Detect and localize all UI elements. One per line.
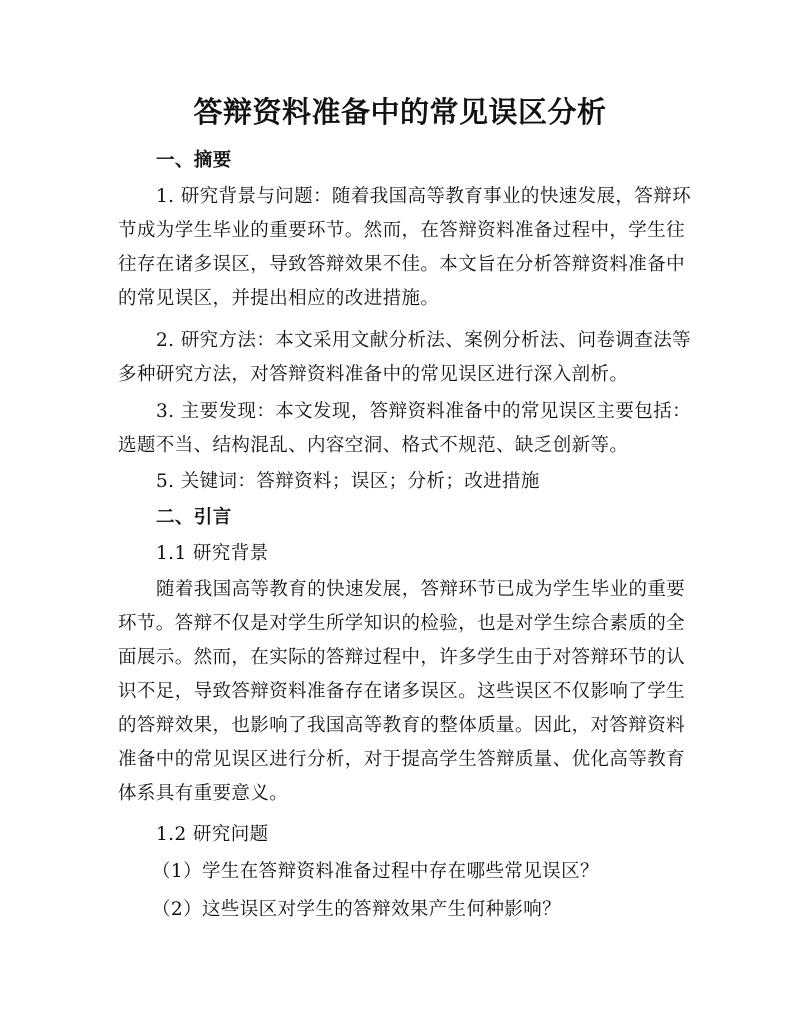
document-title: 答辩资料准备中的常见误区分析	[193, 95, 607, 129]
subsection-heading-1-2: 1.2 研究问题	[156, 824, 269, 845]
section-heading-abstract: 一、摘要	[156, 150, 232, 171]
background-paragraph-line-1: 随着我国高等教育的快速发展，答辩环节已成为学生毕业的重要	[156, 579, 686, 600]
background-paragraph-line-5: 的答辩效果，也影响了我国高等教育的整体质量。因此，对答辩资料	[118, 715, 686, 736]
abstract-item-1-line-4: 的常见误区，并提出相应的改进措施。	[118, 288, 440, 309]
background-paragraph-line-3: 面展示。然而，在实际的答辩过程中，许多学生由于对答辩环节的认	[118, 647, 686, 668]
background-paragraph-line-6: 准备中的常见误区进行分析，对于提高学生答辩质量、优化高等教育	[118, 749, 686, 770]
abstract-item-1-line-2: 节成为学生毕业的重要环节。然而，在答辩资料准备过程中，学生往	[118, 220, 686, 241]
background-paragraph-line-7: 体系具有重要意义。	[118, 783, 289, 804]
research-question-2: （2）这些误区对学生的答辩效果产生何种影响？	[152, 899, 562, 920]
research-question-1: （1）学生在答辩资料准备过程中存在哪些常见误区？	[152, 861, 599, 882]
abstract-item-2-line-2: 多种研究方法，对答辩资料准备中的常见误区进行深入剖析。	[118, 364, 629, 385]
abstract-item-1-line-1: 1. 研究背景与问题：随着我国高等教育事业的快速发展，答辩环	[156, 186, 692, 207]
abstract-item-3-line-1: 3. 主要发现：本文发现，答辩资料准备中的常见误区主要包括：	[156, 401, 692, 422]
background-paragraph-line-2: 环节。答辩不仅是对学生所学知识的检验，也是对学生综合素质的全	[118, 613, 686, 634]
section-heading-introduction: 二、引言	[156, 507, 232, 528]
abstract-keywords: 5. 关键词：答辩资料；误区；分析；改进措施	[156, 471, 540, 492]
abstract-item-2-line-1: 2. 研究方法：本文采用文献分析法、案例分析法、问卷调查法等	[156, 330, 692, 351]
abstract-item-3-line-2: 选题不当、结构混乱、内容空洞、格式不规范、缺乏创新等。	[118, 435, 629, 456]
background-paragraph-line-4: 识不足，导致答辩资料准备存在诸多误区。这些误区不仅影响了学生	[118, 681, 686, 702]
abstract-item-1-line-3: 往存在诸多误区，导致答辩效果不佳。本文旨在分析答辩资料准备中	[118, 254, 686, 275]
subsection-heading-1-1: 1.1 研究背景	[156, 543, 269, 564]
